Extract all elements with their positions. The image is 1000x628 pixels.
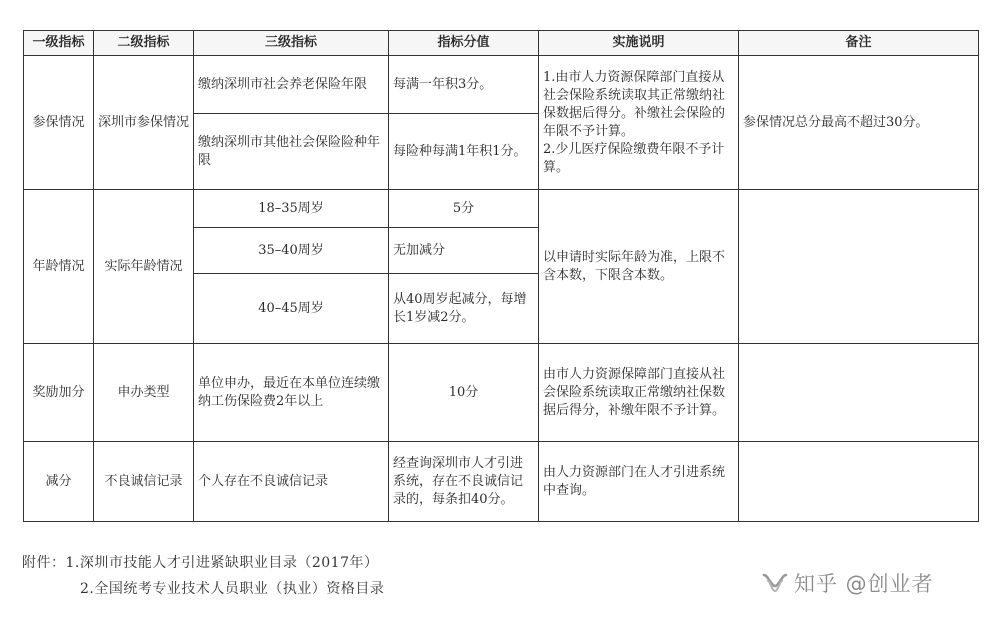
header-level3: 三级指标 [194,31,389,56]
cell-note: 以申请时实际年龄为准，上限不含本数，下限含本数。 [539,190,739,344]
cell-remark: 参保情况总分最高不超过30分。 [739,56,979,190]
cell-level3: 35–40周岁 [194,228,389,274]
table-row [24,344,979,442]
cell-level1: 奖励加分 [24,344,94,442]
cell-level2: 实际年龄情况 [94,190,194,344]
table-row [24,56,979,114]
header-remark: 备注 [739,31,979,56]
cell-level3: 缴纳深圳市其他社会保险险种年限 [194,114,389,190]
cell-score: 无加减分 [389,228,539,274]
cell-score: 每满一年积3分。 [389,56,539,114]
cell-remark [739,344,979,442]
cell-remark [739,442,979,522]
cell-level2: 深圳市参保情况 [94,56,194,190]
table-row [24,442,979,522]
header-score: 指标分值 [389,31,539,56]
cell-note: 由市人力资源保障部门直接从社会保险系统读取正常缴纳社保数据后得分，补缴年限不予计算。 [539,344,739,442]
points-table [23,30,979,522]
cell-score: 5分 [389,190,539,228]
cell-level3: 缴纳深圳市社会养老保险年限 [194,56,389,114]
attachment-line-2: 2.全国统考专业技术人员职业（执业）资格目录 [80,581,385,597]
cell-score: 10分 [389,344,539,442]
wechat-channel-icon [762,572,788,594]
cell-level3: 个人存在不良诚信记录 [194,442,389,522]
cell-note: 1.由市人力资源保障部门直接从社会保险系统读取其正常缴纳社保数据后得分。补缴社会保险的年限不予计算。 2.少儿医疗保险缴费年限不予计算。 [539,56,739,190]
attachments [22,550,384,602]
table-row [24,190,979,228]
cell-score: 经查询深圳市人才引进系统，存在不良诚信记录的，每条扣40分。 [389,442,539,522]
cell-score: 每险种每满1年积1分。 [389,114,539,190]
cell-level1: 参保情况 [24,56,94,190]
cell-level1: 年龄情况 [24,190,94,344]
cell-score: 从40周岁起减分，每增长1岁减2分。 [389,274,539,344]
attachment-line-1: 附件：1.深圳市技能人才引进紧缺职业目录（2017年） [22,555,379,571]
cell-level3: 40–45周岁 [194,274,389,344]
cell-note: 由人力资源部门在人才引进系统中查询。 [539,442,739,522]
cell-remark [739,190,979,344]
cell-level3: 18–35周岁 [194,190,389,228]
cell-level2: 不良诚信记录 [94,442,194,522]
header-level2: 二级指标 [94,31,194,56]
header-note: 实施说明 [539,31,739,56]
header-level1: 一级指标 [24,31,94,56]
watermark [762,568,934,598]
cell-level1: 减分 [24,442,94,522]
watermark-text: 知乎 @创业者 [794,572,934,596]
table-header-row [24,31,979,56]
cell-level2: 申办类型 [94,344,194,442]
cell-level3: 单位申办，最近在本单位连续缴纳工伤保险费2年以上 [194,344,389,442]
